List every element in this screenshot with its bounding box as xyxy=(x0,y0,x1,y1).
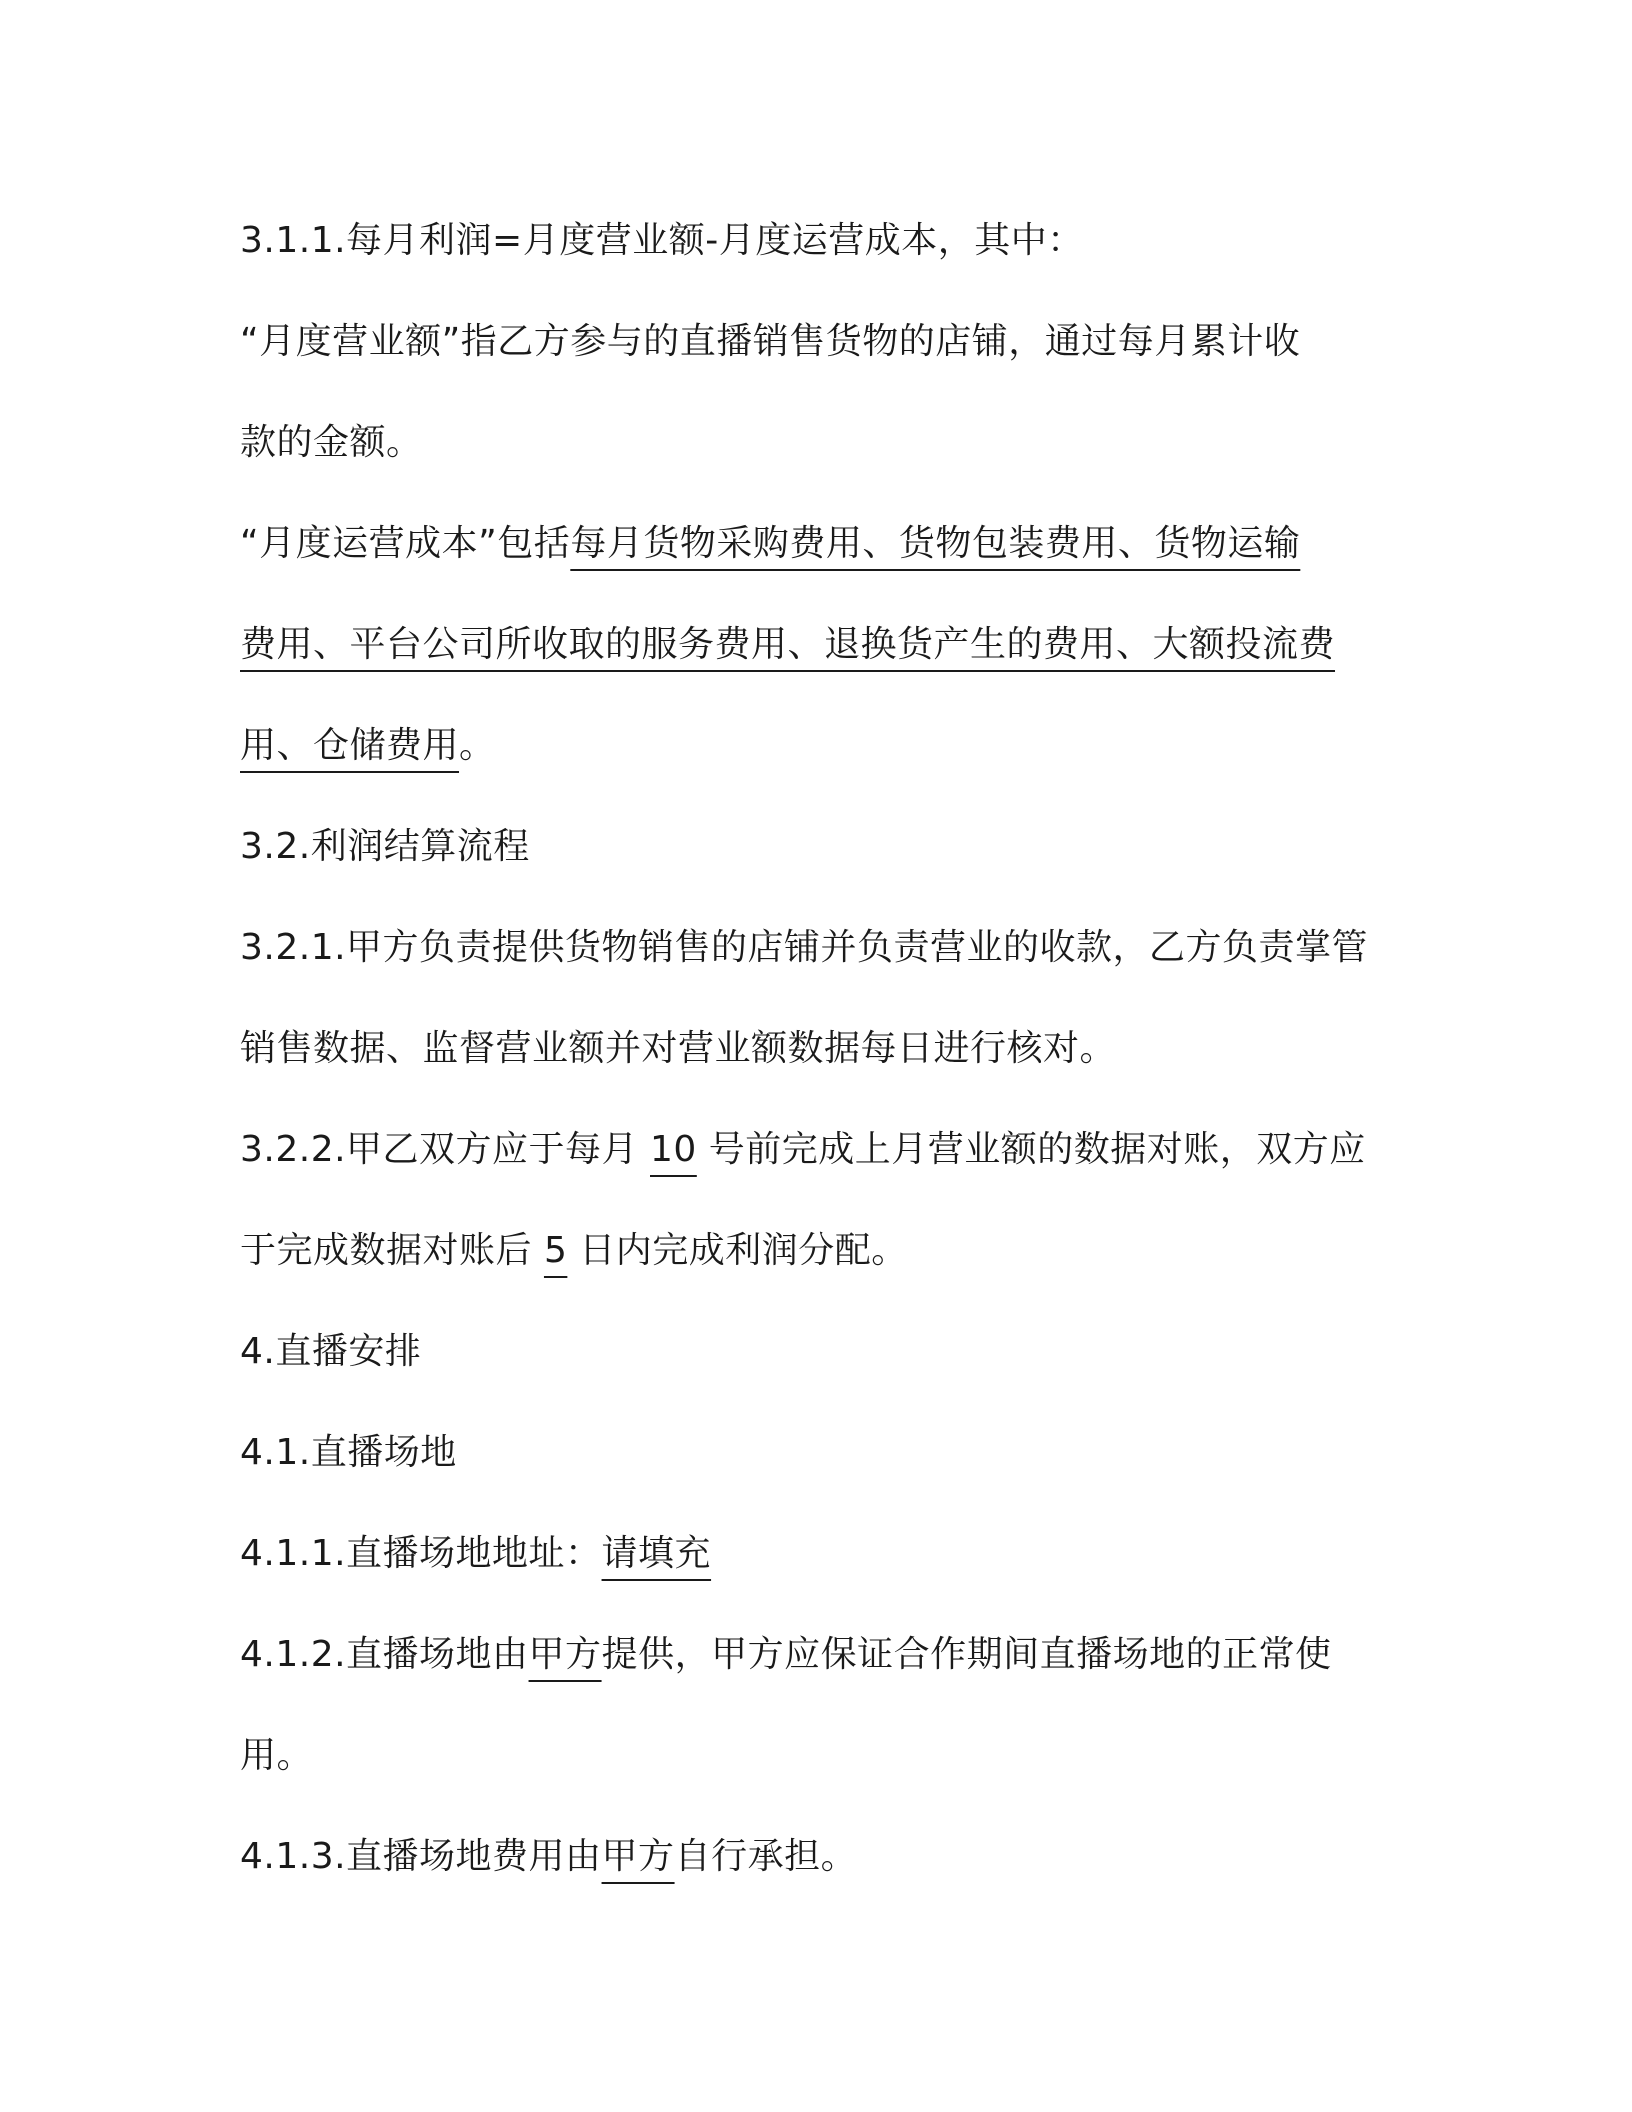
distribute-days-field: 5 xyxy=(543,1230,568,1271)
clause-3-2-2-prefix: 3.2.2.甲乙双方应于每月 xyxy=(240,1129,650,1170)
clause-3-2-2-suffix: 号前完成上月营业额的数据对账，双方应 xyxy=(696,1129,1366,1170)
clause-4-1-heading: 4.1.直播场地 xyxy=(240,1432,457,1473)
cost-items-underlined-3: 用、仓储费用 xyxy=(240,725,460,766)
clause-3-2-2-line-2-suffix: 日内完成利润分配。 xyxy=(567,1230,908,1271)
venue-address-field: 请填充 xyxy=(601,1533,712,1574)
reconcile-day-field: 10 xyxy=(650,1129,697,1170)
clause-4-1-1-prefix: 4.1.1.直播场地地址： xyxy=(240,1533,602,1574)
clause-4-1-3-prefix: 4.1.3.直播场地费用由 xyxy=(240,1836,602,1877)
revenue-definition-line-2: 款的金额。 xyxy=(240,422,423,463)
clause-3-2-heading: 3.2.利润结算流程 xyxy=(240,826,530,867)
cost-definition-line-1 xyxy=(240,493,1400,594)
clause-4-1-2-prefix: 4.1.2.直播场地由 xyxy=(240,1634,529,1675)
clause-3-2-2-line-1 xyxy=(240,1099,1400,1200)
cost-definition-prefix: “月度运营成本”包括 xyxy=(240,523,571,564)
clause-3-2-1-line-2: 销售数据、监督营业额并对营业额数据每日进行核对。 xyxy=(240,1028,1117,1069)
clause-3-2-2-line-2-prefix: 于完成数据对账后 xyxy=(240,1230,544,1271)
clause-3-2-1-line-1: 3.2.1.甲方负责提供货物销售的店铺并负责营业的收款，乙方负责掌管 xyxy=(240,927,1369,968)
clause-4-1-2-line-2: 用。 xyxy=(240,1735,314,1776)
revenue-definition-line-1: “月度营业额”指乙方参与的直播销售货物的店铺，通过每月累计收 xyxy=(240,321,1301,362)
clause-3-2-2-line-2 xyxy=(240,1200,1400,1301)
cost-definition-end: 。 xyxy=(459,725,496,766)
clause-4-1-3-suffix: 自行承担。 xyxy=(674,1836,858,1877)
cost-definition-line-2 xyxy=(240,594,1400,695)
venue-provider-field: 甲方 xyxy=(528,1634,602,1675)
document-body xyxy=(240,190,1400,1907)
cost-definition-line-3 xyxy=(240,695,1400,796)
clause-4-1-2-suffix: 提供，甲方应保证合作期间直播场地的正常使 xyxy=(601,1634,1332,1675)
clause-4-1-1 xyxy=(240,1503,1400,1604)
clause-3-1-1-heading: 3.1.1.每月利润=月度营业额-月度运营成本，其中： xyxy=(240,220,1084,261)
section-4-heading: 4.直播安排 xyxy=(240,1331,422,1372)
cost-items-underlined-1: 每月货物采购费用、货物包装费用、货物运输 xyxy=(570,523,1301,564)
clause-4-1-3 xyxy=(240,1806,1400,1907)
venue-fee-payer-field: 甲方 xyxy=(601,1836,675,1877)
clause-4-1-2-line-1 xyxy=(240,1604,1400,1705)
cost-items-underlined-2: 费用、平台公司所收取的服务费用、退换货产生的费用、大额投流费 xyxy=(240,624,1336,665)
